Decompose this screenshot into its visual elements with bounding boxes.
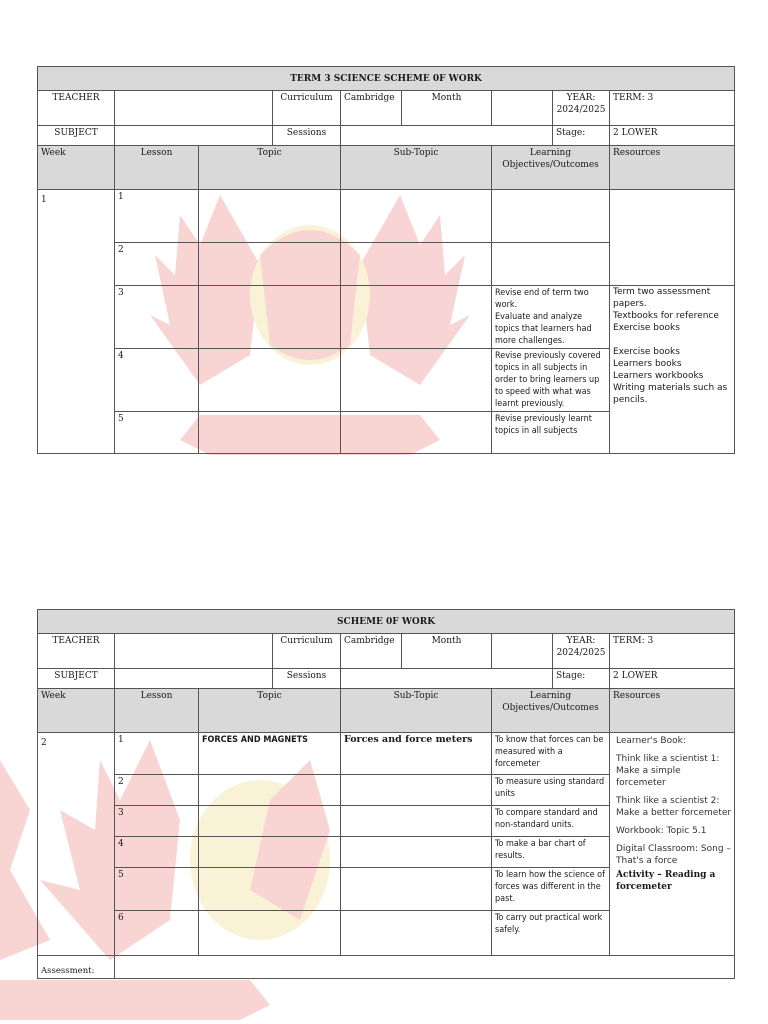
objective-cell: Revise previously learnt topics in all subjects (492, 412, 610, 454)
subtopic-cell[interactable] (341, 775, 492, 806)
term-label: TERM: 3 (610, 91, 735, 126)
month-field[interactable] (492, 91, 553, 126)
topic-header: Topic (199, 146, 341, 190)
lesson-number: 6 (115, 911, 199, 956)
year-label: YEAR: 2024/2025 (553, 634, 610, 669)
objective-cell: To measure using standard units (492, 775, 610, 806)
topic-cell[interactable] (199, 349, 341, 412)
lesson-number: 4 (115, 349, 199, 412)
lesson-header: Lesson (115, 146, 199, 190)
week-header: Week (38, 689, 115, 733)
subject-label: SUBJECT (38, 669, 115, 689)
lesson-number: 1 (115, 190, 199, 243)
stage-label: Stage: (553, 669, 610, 689)
month-label: Month (402, 91, 492, 126)
resource-item: Think like a scientist 2: Make a better forcemeter (616, 796, 732, 818)
stage-value: 2 LOWER (610, 126, 735, 146)
lesson-number: 3 (115, 806, 199, 837)
year-label: YEAR: 2024/2025 (553, 91, 610, 126)
objective-cell: To learn how the science of forces was different in the past. (492, 868, 610, 911)
resources-header: Resources (610, 146, 735, 190)
sessions-label: Sessions (273, 126, 341, 146)
topic-cell[interactable] (199, 868, 341, 911)
week-header: Week (38, 146, 115, 190)
resources-cell: Term two assessment papers. Textbooks for reference Exercise books Exercise books Learners books Learners workbooks Writing materials such as pencils. (610, 286, 735, 454)
subtopic-cell[interactable] (341, 286, 492, 349)
subtopic-cell[interactable] (341, 349, 492, 412)
resource-activity: Activity – Reading a forcemeter (616, 870, 716, 892)
sessions-field[interactable] (341, 669, 553, 689)
sessions-field[interactable] (341, 126, 553, 146)
objectives-header: Learning Objectives/Outcomes (492, 146, 610, 190)
objective-cell: To compare standard and non-standard units. (492, 806, 610, 837)
resources-cell (610, 733, 735, 956)
assessment-label: Assessment: (38, 956, 115, 979)
objective-cell: Revise previously covered topics in all subjects in order to bring learners up to speed with what was learnt previously. (492, 349, 610, 412)
lesson-number: 5 (115, 412, 199, 454)
term-label: TERM: 3 (610, 634, 735, 669)
subtopic-cell[interactable] (341, 190, 492, 243)
lesson-number: 5 (115, 868, 199, 911)
subject-label: SUBJECT (38, 126, 115, 146)
subject-field[interactable] (115, 669, 273, 689)
sessions-label: Sessions (273, 669, 341, 689)
teacher-label: TEACHER (38, 634, 115, 669)
topic-header: Topic (199, 689, 341, 733)
topic-cell[interactable] (199, 775, 341, 806)
stage-label: Stage: (553, 126, 610, 146)
lesson-number: 3 (115, 286, 199, 349)
week-number: 1 (38, 190, 115, 454)
month-label: Month (402, 634, 492, 669)
teacher-field[interactable] (115, 91, 273, 126)
sheet-title: SCHEME 0F WORK (38, 610, 735, 634)
subject-field[interactable] (115, 126, 273, 146)
resource-item: Think like a scientist 1: Make a simple forcemeter (616, 754, 720, 788)
teacher-field[interactable] (115, 634, 273, 669)
lesson-number: 2 (115, 775, 199, 806)
scheme-of-work-sheet-1 (37, 66, 734, 454)
subtopic-cell: Forces and force meters (341, 733, 492, 775)
curriculum-label: Curriculum (273, 634, 341, 669)
topic-cell[interactable] (199, 911, 341, 956)
topic-cell[interactable] (199, 190, 341, 243)
subtopic-cell[interactable] (341, 868, 492, 911)
resource-item: Workbook: Topic 5.1 (616, 826, 707, 836)
topic-cell: FORCES AND MAGNETS (199, 733, 341, 775)
lesson-number: 2 (115, 243, 199, 286)
lesson-number: 4 (115, 837, 199, 868)
subtopic-header: Sub-Topic (341, 689, 492, 733)
resource-item: Learner's Book: (616, 736, 686, 746)
subtopic-cell[interactable] (341, 911, 492, 956)
curriculum-value: Cambridge (341, 91, 402, 126)
topic-cell[interactable] (199, 243, 341, 286)
topic-cell[interactable] (199, 837, 341, 868)
month-field[interactable] (492, 634, 553, 669)
resources-cell-empty[interactable] (610, 190, 735, 286)
objective-cell: To carry out practical work safely. (492, 911, 610, 956)
objective-cell: To make a bar chart of results. (492, 837, 610, 868)
curriculum-value: Cambridge (341, 634, 402, 669)
subtopic-cell[interactable] (341, 243, 492, 286)
curriculum-label: Curriculum (273, 91, 341, 126)
sheet-title: TERM 3 SCIENCE SCHEME 0F WORK (38, 67, 735, 91)
objective-cell: To know that forces can be measured with a forcemeter (492, 733, 610, 775)
topic-cell[interactable] (199, 412, 341, 454)
subtopic-cell[interactable] (341, 837, 492, 868)
objective-cell (492, 190, 610, 243)
lesson-header: Lesson (115, 689, 199, 733)
objective-cell: Revise end of term two work. Evaluate and analyze topics that learners had more challenges. (492, 286, 610, 349)
topic-cell[interactable] (199, 286, 341, 349)
scheme-of-work-sheet-2 (37, 609, 734, 979)
subtopic-cell[interactable] (341, 806, 492, 837)
teacher-label: TEACHER (38, 91, 115, 126)
subtopic-cell[interactable] (341, 412, 492, 454)
objective-cell (492, 243, 610, 286)
objectives-header: Learning Objectives/Outcomes (492, 689, 610, 733)
assessment-field[interactable] (115, 956, 735, 979)
subtopic-header: Sub-Topic (341, 146, 492, 190)
topic-cell[interactable] (199, 806, 341, 837)
stage-value: 2 LOWER (610, 669, 735, 689)
week-number: 2 (38, 733, 115, 956)
lesson-number: 1 (115, 733, 199, 775)
resource-item: Digital Classroom: Song – That's a force (616, 844, 731, 866)
resources-header: Resources (610, 689, 735, 733)
